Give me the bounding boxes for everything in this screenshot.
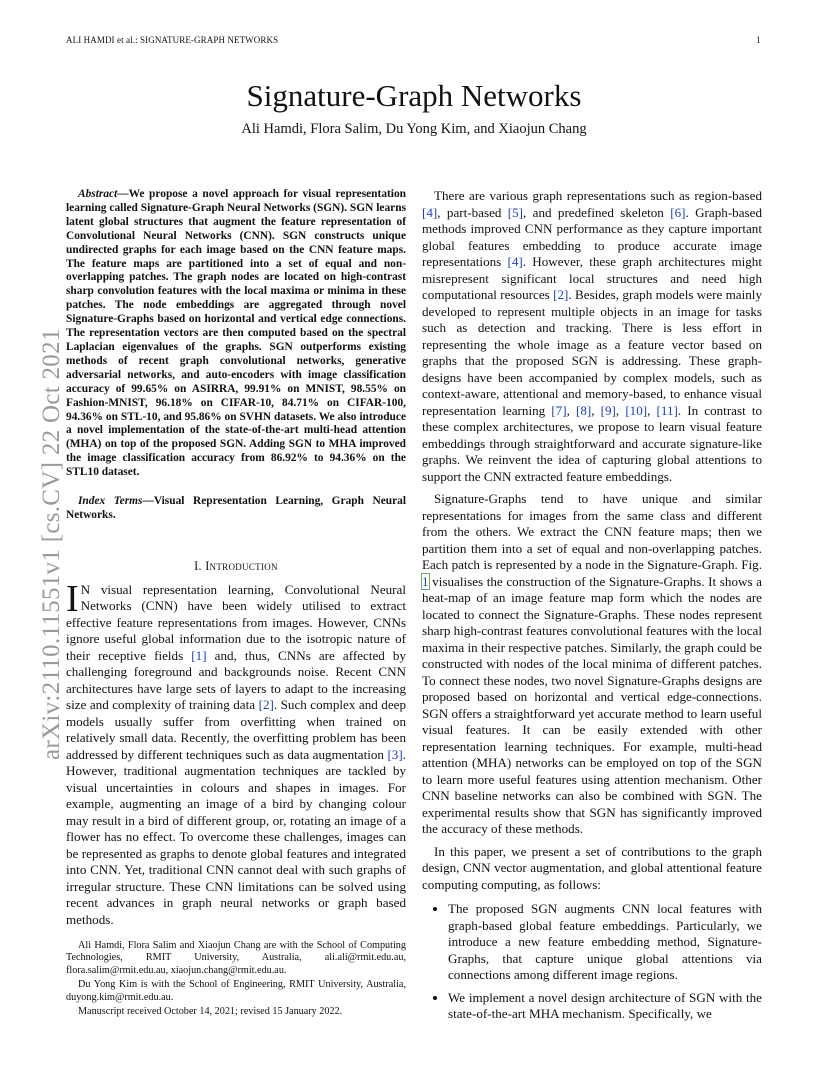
- separator: ,: [615, 402, 626, 418]
- index-terms: [66, 495, 406, 523]
- paper-title: Signature-Graph Networks: [246, 78, 582, 113]
- text-run: There are various graph representations such as region-based: [434, 188, 762, 203]
- citation-link[interactable]: [2]: [258, 697, 274, 713]
- text-run: Signature-Graphs tend to have unique and similar representations for images from the same class and different from the others. We extract the CNN feature maps; then we partition them into a set of equal and non-overlapping patches. Each patch is represented by a node in the Signature-Graph. Fig.: [422, 491, 762, 572]
- text-run: . Besides, graph models were mainly developed to represent multiple objects in an image for tasks such as detection and tracking. There is less effort in representing the whole image as a feature vector based on graphs that the proposed SGN is addressing. These graph-designs have been accompanied by complex models, such as context-aware, attentional and memory-based, to enhance visual representation learning: [422, 287, 762, 418]
- left-column: [66, 188, 406, 928]
- arxiv-identifier-stamp: arXiv:2110.11551v1 [cs.CV] 22 Oct 2021: [38, 328, 65, 760]
- index-terms-text: —Visual Representation Learning, Graph Neural Networks.: [66, 495, 406, 521]
- citation-link[interactable]: [4]: [507, 254, 523, 269]
- text-run: . However, these graph architectures might misrepresent significant local structures and need high computational resources: [422, 254, 762, 302]
- abstract-label: Abstract: [78, 188, 118, 200]
- citation-link[interactable]: [2]: [553, 287, 569, 302]
- text-run: , and predefined skeleton: [523, 204, 671, 220]
- separator: ,: [647, 402, 657, 418]
- intro-text-a: N visual representation learning, Convolutional Neural Networks (CNN) have been widely utilised to extract effective feature representations from images. However, CNNs ignore useful global information due to the isotropic nature of their receptive fields: [66, 581, 406, 663]
- contribution-item: • The proposed SGN augments CNN local features with graph-based global feature embeddings. Particularly, we introduce a new feature embedding method, Signature-Graphs, that capture unique global attentions via connections among different image regions.: [448, 901, 762, 984]
- paragraph-graph-representations: [422, 188, 762, 485]
- footnotes: [66, 940, 406, 1020]
- figure-reference-link[interactable]: 1: [422, 573, 429, 589]
- citation-link[interactable]: [9]: [600, 402, 616, 418]
- running-head: ALI HAMDI et al.: SIGNATURE-GRAPH NETWORKS: [66, 35, 279, 45]
- intro-text-d: . However, traditional augmentation techniques are tackled by visual uncertainties in colours and shapes in images. For example, augmenting an image of a bird by changing colour may result in a bird of different group, or, rotating an image of a flower has no effect. To overcome these challenges, images can be represented as graphs to denote global features and integrated into CNN. Yet, traditional CNN cannot deal with such graphs of irregular structure. These CNN limitations can be solved using recent advances in graph neural networks or graph based methods.: [66, 746, 406, 927]
- citation-link[interactable]: [10]: [625, 402, 648, 418]
- citation-link[interactable]: [7]: [551, 402, 567, 418]
- section-heading-introduction: I. Introduction: [194, 558, 278, 573]
- intro-text-c: . Such complex and deep models usually suffer from overfitting when trained on relatively small data. Recently, the overfitting problem has been addressed by different techniques such as data augmentation: [66, 697, 406, 762]
- text-run: visualises the construction of the Signature-Graphs. It shows a heat-map of an image feature map form which the nodes are located to connect the Signature-Graphs. These nodes represent sharp high-contrast features convolutional features with the local maxima in their respective patches. Similarly, the graph could be constructed with nodes of the local minima of different patches. To connect these nodes, two novel Signature-Graphs designs are proposed based on horizontal and vertical edge-connections. SGN offers a straightforward yet accurate method to learn useful visual features. It can be easily extended with other representation learning techniques. For example, multi-head attention (MHA) networks can be employed on top of the SGN to learn more useful features using attention mechanism. Other CNN baseline networks can also be combined with SGN. The experimental results show that SGN has significantly improved the accuracy of these methods.: [422, 573, 762, 836]
- separator: ,: [566, 402, 576, 418]
- footnote-affiliation-1: Ali Hamdi, Flora Salim and Xiaojun Chang are with the School of Computing Technologies, RMIT University, Australia, ali.ali@rmit.edu.au, flora.salim@rmit.edu.au, xiaojun.chang@rmit.edu.au.: [66, 940, 406, 976]
- intro-paragraph: [66, 577, 406, 929]
- citation-link[interactable]: [4]: [422, 204, 438, 220]
- citation-link[interactable]: [5]: [507, 204, 524, 220]
- text-run: . In contrast to these complex architectures, we propose to learn visual feature embeddings through straightforward and accurate signature-like graphs. We reinvent the idea of capturing global attentions to support the CNN extracted feature embeddings.: [422, 402, 763, 484]
- page-number: 1: [756, 35, 761, 45]
- citation-link[interactable]: [1]: [191, 647, 207, 663]
- drop-cap: I: [66, 577, 79, 620]
- text-run: . Graph-based methods improved CNN performance as they capture important global features embedding to produce accurate image representations: [422, 204, 762, 269]
- abstract: [66, 188, 406, 480]
- abstract-text: —We propose a novel approach for visual representation learning called Signature-Graph Neural Networks (SGN). SGN learns latent global structures that augment the feature representation of Convolutional Neural Networks (CNN). SGN constructs unique undirected graphs for each image based on the CNN feature maps. The feature maps are partitioned into a set of equal and non-overlapping patches. The graph nodes are located on high-contrast sharp convolution features with the local maxima or minima in these patches. The node embeddings are aggregated through novel Signature-Graphs based on horizontal and vertical edge connections. The representation vectors are then computed based on the spectral Laplacian eigenvalues of the graphs. SGN outperforms existing methods of recent graph convolutional networks, generative adversarial networks, and auto-encoders with image classification accuracy of 99.65% on ASIRRA, 99.91% on MNIST, 98.55% on Fashion-MNIST, 96.18% on CIFAR-10, 84.71% on CIFAR-100, 94.36% on STL-10, and 95.86% on SVHN datasets. We also introduce a novel implementation of the state-of-the-art multi-head attention (MHA) on top of the proposed SGN. Adding SGN to MHA improved the image classification accuracy from 86.92% to 94.36% on the STL10 dataset.: [66, 188, 406, 479]
- intro-text-b: and, thus, CNNs are affected by challenging foreground and backgrounds noise. Recent CNN architectures have large sets of layers to adapt to the increasing size and complexity of training data: [66, 647, 406, 713]
- paragraph-contributions-intro: In this paper, we present a set of contributions to the graph design, CNN vector augmentation, and global attentional feature computing computing, as follows:: [422, 843, 762, 892]
- separator: ,: [591, 402, 601, 418]
- contribution-list: [422, 901, 762, 1023]
- footnote-manuscript-dates: Manuscript received October 14, 2021; revised 15 January 2022.: [78, 1006, 343, 1018]
- contribution-item: • We implement a novel design architecture of SGN with the state-of-the-art MHA mechanism. Specifically, we: [448, 990, 762, 1023]
- right-column: [422, 188, 762, 1029]
- paragraph-signature-graphs: [422, 491, 762, 838]
- citation-link[interactable]: [6]: [670, 204, 686, 220]
- citation-link[interactable]: [11]: [656, 402, 678, 418]
- index-terms-label: Index Terms: [78, 495, 143, 508]
- citation-link[interactable]: [8]: [575, 402, 592, 418]
- text-run: , part-based: [437, 204, 508, 220]
- footnote-affiliation-2: Du Yong Kim is with the School of Engineering, RMIT University, Australia, duyong.kim@rmit.edu.au.: [66, 979, 406, 1003]
- author-list: Ali Hamdi, Flora Salim, Du Yong Kim, and Xiaojun Chang: [241, 121, 587, 137]
- citation-link[interactable]: [3]: [387, 746, 403, 762]
